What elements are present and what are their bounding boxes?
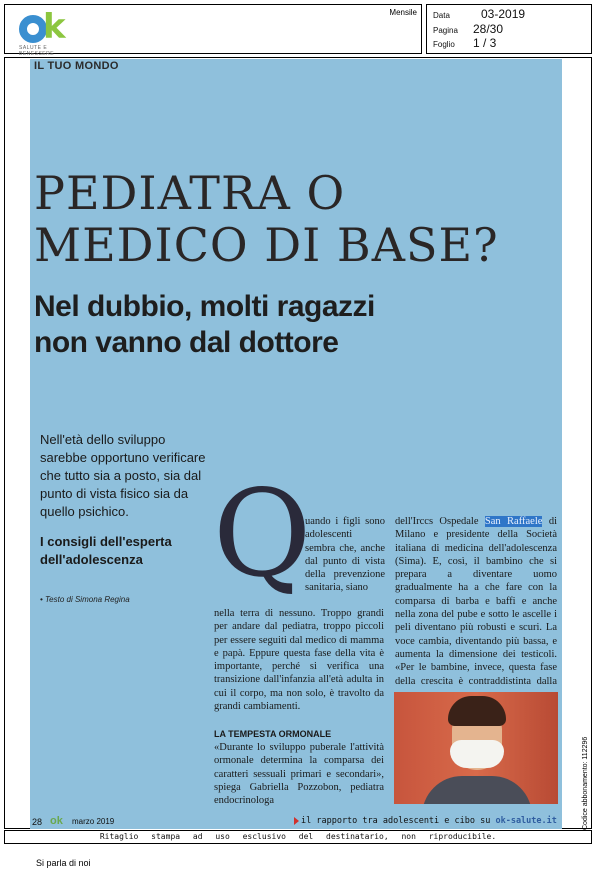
- column-2-post: di Milano e presidente della Società italiana di medicina dell'adolescenza (Sima). E, così, il bambino che si prepara a diventare uomo gradualmente ha a che fare con la comparsa di barba e baffi e anche nella zona del pube e sotto le ascelle i peli diventano più robusti e scuri. La voce cambia, diventando più bassa, e aumenta la dimensione dei testicoli. «Per le bambine, invece, questa fase della crescita è contraddistinta dalla: [395, 516, 557, 687]
- column-2-body: [395, 515, 557, 701]
- title-line-1: PEDIATRA O: [34, 166, 346, 220]
- red-arrow-icon: [294, 817, 299, 825]
- title-line-2: MEDICO DI BASE?: [34, 218, 499, 272]
- column-1-body: nella terra di nessuno. Troppo grandi per andare dal pediatra, troppo piccoli per essere seguiti dal medico di mamma e papà. Eppure questa fase della vita è importante, perché si verifica una transizione dall'infanzia all'età adulta in cui il corpo, ma non solo, è travolto da grandi cambiamenti.: [214, 608, 384, 713]
- teen-shaving-photo: [394, 692, 558, 804]
- reproduction-disclaimer: Ritaglio stampa ad uso esclusivo del destinatario, non riproducibile.: [4, 830, 592, 844]
- footer-page-number: 28: [32, 817, 43, 827]
- subtitle-line-2: non vanno dal dottore: [34, 326, 339, 359]
- date-label: Data: [433, 11, 450, 20]
- periodicity-label: Mensile: [389, 8, 417, 17]
- sheet-value: 1 / 3: [473, 36, 497, 50]
- footer-web-tease: [294, 816, 557, 826]
- tease-text: il rapporto tra adolescenti e cibo su: [301, 816, 496, 826]
- article-byline: • Testo di Simona Regina: [40, 595, 130, 604]
- tease-site-link[interactable]: ok-salute.it: [495, 816, 557, 826]
- article-page: [30, 59, 562, 829]
- drop-cap: Q: [213, 465, 312, 604]
- subtitle-line-1: Nel dubbio, molti ragazzi: [34, 290, 375, 323]
- footer-magazine-logo: [50, 815, 63, 827]
- article-title: [34, 167, 554, 271]
- column-2-pre: dell'Irccs Ospedale: [395, 516, 485, 527]
- logo-subtitle: SALUTE E BENESSERE: [19, 45, 55, 57]
- page-label: Pagina: [433, 26, 458, 35]
- bottom-note: Si parla di noi: [36, 858, 91, 868]
- magazine-logo: [19, 7, 79, 57]
- subscription-code: Codice abbonamento: 112296: [582, 736, 589, 830]
- photo-shirt: [422, 776, 532, 804]
- sheet-label: Foglio: [433, 40, 455, 49]
- header-publication-box: [4, 4, 422, 57]
- footer-issue-date: marzo 2019: [72, 817, 115, 826]
- footer-logo-text: ok: [50, 815, 63, 827]
- header-meta-box: [426, 4, 592, 54]
- column-1-continued: «Durante lo sviluppo puberale l'attività ormonale determina la comparsa dei caratteri sessuali primari e secondari», spiega Gabriella Pozzobon, pediatra endocrinologa: [214, 742, 384, 807]
- highlighted-hospital-name: San Raffaele: [484, 516, 543, 527]
- article-lead-bold: I consigli dell'esperta dell'adolescenza: [40, 534, 172, 567]
- photo-shaving-foam: [450, 740, 504, 768]
- logo-k-letter: k: [43, 7, 66, 47]
- article-subtitle: [34, 289, 514, 361]
- column-subheading: LA TEMPESTA ORMONALE: [214, 729, 332, 739]
- column-1-intro: uando i figli sono adolescenti sembra che, anche dal punto di vista della prevenzione sanitaria, siano: [305, 516, 385, 594]
- date-value: 03-2019: [481, 7, 526, 21]
- page-value: 28/30: [473, 22, 504, 36]
- article-lead: Nell'età dello sviluppo sarebbe opportuno verificare che tutto sia a posto, sia dal punto di vista fisico sia da quello psichico.: [40, 432, 206, 519]
- article-footer: [30, 815, 562, 829]
- section-label: IL TUO MONDO: [34, 60, 119, 72]
- photo-hair: [448, 696, 506, 726]
